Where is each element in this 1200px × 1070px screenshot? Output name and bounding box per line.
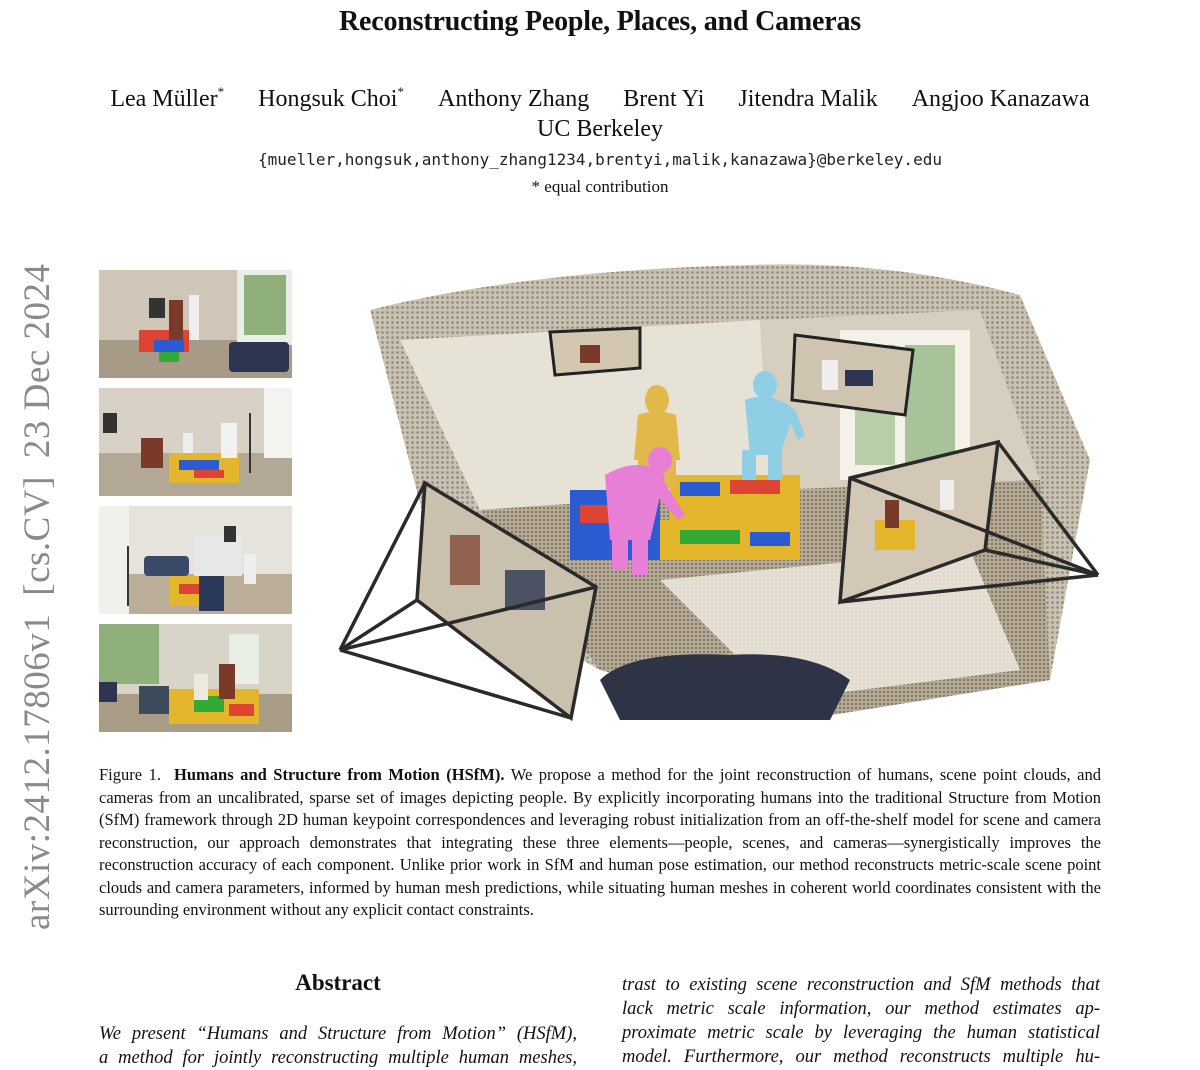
abstract-line: proximate metric scale by leveraging the human statistical <box>622 1023 1100 1043</box>
author-5: Jitendra Malik <box>738 86 878 112</box>
figure-title: Humans and Structure from Motion (HSfM). <box>174 765 505 784</box>
arxiv-date: 23 Dec 2024 <box>17 263 58 459</box>
abstract-right-column <box>622 973 1100 1069</box>
author-emails: {mueller,hongsuk,anthony_zhang1234,brentyi,malik,kanazawa}@berkeley.edu <box>258 150 942 169</box>
abstract-line: lack metric scale information, our method estimates ap- <box>622 999 1100 1019</box>
abstract-line: model. Furthermore, our method reconstructs multiple hu- <box>622 1047 1100 1067</box>
affiliation: UC Berkeley <box>537 116 663 142</box>
arxiv-category: [cs.CV] <box>17 476 58 596</box>
input-image-2 <box>99 388 292 496</box>
arxiv-stamp <box>16 246 59 930</box>
figure-caption <box>99 764 1101 922</box>
camera-image-plane-top-right <box>792 335 913 415</box>
abstract-heading: Abstract <box>295 970 381 995</box>
input-image-4 <box>99 624 292 732</box>
author-6: Angjoo Kanazawa <box>911 86 1090 112</box>
author-2: Hongsuk Choi* <box>258 84 404 112</box>
figure-label: Figure 1. <box>99 765 161 784</box>
author-4: Brent Yi <box>623 86 705 112</box>
figure-caption-text: We propose a method for the joint reconstruction of humans, scene point clouds, and cameras from an uncalibrated, sparse set of images depicting people. By explicitly incorporating humans into the traditional Structure from Motion (SfM) framework through 2D human keypoint correspondences and leveraging robust initialization from an off-the-shelf model for scene and camera reconstruction, our approach demonstrates that integrating these three elements—people, scenes, and cameras—synergistically improves the reconstruction accuracy of each component. Unlike prior work in SfM and human pose estimation, our method reconstructs metric-scale scene point clouds and camera parameters, informed by human mesh predictions, while situating human meshes in coherent world coordinates consistent with the surrounding environment without any explicit contact constraints. <box>99 765 1101 919</box>
arxiv-id: arXiv:2412.17806v1 <box>17 613 58 930</box>
equal-contribution-note: * equal contribution <box>531 177 669 196</box>
abstract-line: trast to existing scene reconstruction and SfM methods that <box>622 975 1100 995</box>
paper-title: Reconstructing People, Places, and Cameras <box>339 6 861 37</box>
input-image-1 <box>99 270 292 378</box>
abstract-line: We present “Humans and Structure from Motion” (HSfM), <box>99 1024 577 1044</box>
camera-image-plane-top-left <box>550 328 640 375</box>
author-list <box>80 86 1120 113</box>
author-3: Anthony Zhang <box>437 86 590 112</box>
abstract-left-column <box>99 1022 577 1070</box>
reconstruction-figure <box>330 250 1120 750</box>
input-image-3 <box>99 506 292 614</box>
author-1: Lea Müller* <box>110 84 225 112</box>
abstract-line: a method for jointly reconstructing multiple human meshes, <box>99 1048 577 1068</box>
